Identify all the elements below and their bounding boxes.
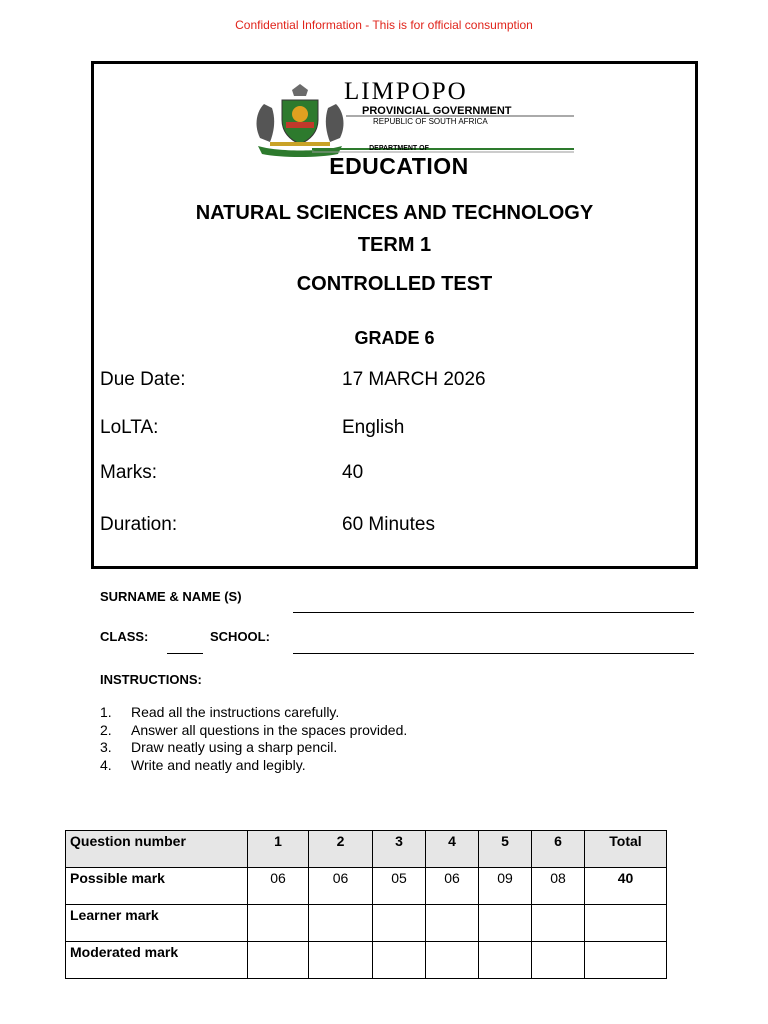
due-date-value: 17 MARCH 2026 — [342, 369, 486, 390]
marks-value: 40 — [342, 462, 364, 483]
lolta-label: LoLTA: — [100, 417, 159, 438]
class-field[interactable] — [167, 653, 203, 654]
due-date-label: Due Date: — [100, 369, 186, 390]
logo-department: DEPARTMENT OF — [369, 145, 429, 152]
subject-title: NATURAL SCIENCES AND TECHNOLOGY — [195, 202, 594, 224]
school-label: SCHOOL: — [210, 629, 270, 644]
table-row: Moderated mark — [66, 942, 667, 979]
list-item: 1. Read all the instructions carefully. — [100, 704, 340, 720]
surname-label: SURNAME & NAME (S) — [100, 589, 242, 604]
logo-government: PROVINCIAL GOVERNMENT — [362, 105, 512, 117]
cover-box — [91, 61, 698, 569]
list-item: 3. Draw neatly using a sharp pencil. — [100, 739, 338, 755]
marks-label: Marks: — [100, 462, 157, 483]
class-label: CLASS: — [100, 629, 149, 644]
duration-label: Duration: — [100, 514, 178, 535]
confidential-notice: Confidential Information - This is for official consumption — [235, 18, 533, 32]
logo-education: EDUCATION — [329, 153, 469, 179]
school-field[interactable] — [293, 653, 694, 654]
surname-field[interactable] — [293, 612, 694, 613]
marks-table — [65, 830, 667, 979]
list-item: 4. Write and neatly and legibly. — [100, 756, 306, 773]
lolta-value: English — [342, 417, 405, 438]
test-title: CONTROLLED TEST — [296, 273, 493, 295]
instructions-heading: INSTRUCTIONS: — [100, 672, 202, 687]
table-row: Learner mark — [66, 905, 667, 942]
duration-value: 60 Minutes — [342, 514, 435, 535]
grade-title: GRADE 6 — [354, 328, 435, 348]
logo-republic: REPUBLIC OF SOUTH AFRICA — [373, 117, 488, 126]
list-item: 2. Answer all questions in the spaces provided. — [100, 721, 408, 738]
table-row: Possible mark 06 06 05 06 09 08 40 — [66, 868, 667, 905]
logo-name: LIMPOPO — [344, 78, 468, 105]
instructions-list — [100, 704, 407, 774]
term-title: TERM 1 — [357, 234, 432, 256]
table-row: Question number 1 2 3 4 5 6 Total — [66, 831, 667, 868]
